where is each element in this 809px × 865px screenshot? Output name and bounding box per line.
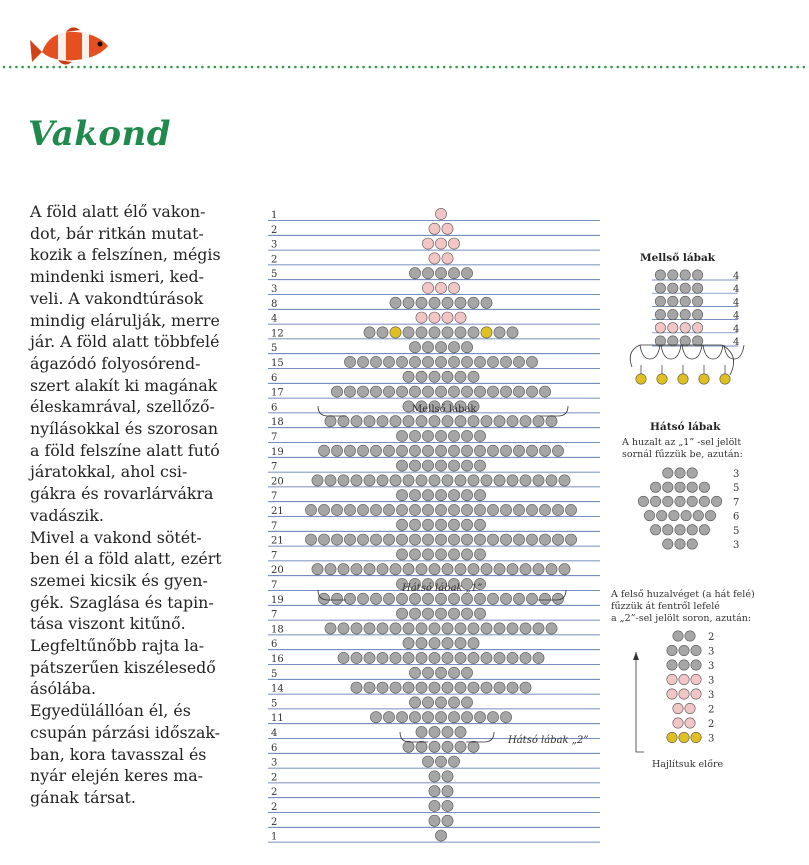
row-count-label: 1 <box>271 831 278 843</box>
text-line: szert alakít ki magának <box>30 375 218 395</box>
row-count-label: 6 <box>271 402 278 414</box>
bend-arrow <box>636 652 644 752</box>
bead <box>699 496 709 506</box>
bead <box>673 703 683 713</box>
row-count-label: 3 <box>271 284 278 295</box>
row-count-label: 15 <box>271 358 284 369</box>
text-line: nyílásokkal és szorosan <box>30 419 219 439</box>
bead <box>691 674 701 684</box>
row-count-label: 4 <box>733 284 740 296</box>
text-line: Egyedülállóan él, és <box>30 701 191 721</box>
row-count-label: 6 <box>271 742 278 754</box>
bead <box>663 496 673 506</box>
bead <box>687 539 697 549</box>
bead <box>679 732 689 742</box>
row-count-label: 8 <box>271 298 278 310</box>
bead <box>687 496 697 506</box>
bead <box>692 283 702 293</box>
bead <box>675 525 685 535</box>
row-count-label: 21 <box>271 506 284 517</box>
row-count-label: 3 <box>708 675 715 687</box>
row-count-label: 2 <box>271 787 278 799</box>
legend-row <box>667 645 715 657</box>
feet-note: A felső huzalvéget (a hát felé) <box>611 589 755 600</box>
bead <box>667 732 677 742</box>
row-count-label: 2 <box>271 224 278 236</box>
legend-row <box>650 525 739 537</box>
bead <box>691 660 701 670</box>
feet-note: a „2”-sel jelölt soron, azután: <box>611 613 752 624</box>
row-count-label: 7 <box>271 491 278 503</box>
row-count-label: 2 <box>708 632 715 643</box>
legend-row <box>644 510 739 522</box>
legend-row <box>673 631 715 643</box>
bead <box>687 482 697 492</box>
row-count-label: 2 <box>271 816 278 828</box>
bead <box>655 323 665 333</box>
claw-bead <box>657 374 667 384</box>
bead <box>675 468 685 478</box>
bead <box>705 510 715 520</box>
legend-row <box>652 309 739 321</box>
row-count-label: 2 <box>708 719 715 730</box>
bead <box>650 482 660 492</box>
bead <box>699 525 709 535</box>
front-legs-label: Mellső lábak <box>412 404 477 415</box>
legend-row <box>673 718 715 730</box>
row-count-label: 2 <box>708 704 715 716</box>
feet-note: fűzzük át fentről lefelé <box>611 601 720 612</box>
row-count-label: 3 <box>708 646 715 658</box>
leg-wire <box>661 345 681 359</box>
legend-row <box>673 703 715 715</box>
legend-row <box>667 674 715 686</box>
legend-row <box>652 296 739 308</box>
row-count-label: 7 <box>271 550 278 562</box>
bead <box>711 496 721 506</box>
bead <box>655 296 665 306</box>
back-legs-note: sornál fűzzük be, azután: <box>622 449 743 460</box>
bead <box>663 539 673 549</box>
bead <box>691 645 701 655</box>
bead <box>692 270 702 280</box>
row-count-label: 7 <box>271 580 278 591</box>
bead <box>667 645 677 655</box>
legend-row <box>652 323 739 335</box>
bead <box>680 270 690 280</box>
text-line: mindenki ismeri, ked- <box>30 267 204 287</box>
row-count-label: 21 <box>271 535 284 547</box>
claw-bead <box>678 374 688 384</box>
claw-bead <box>720 374 730 384</box>
text-line: a föld felszíne alatt futó <box>30 440 220 460</box>
bead <box>675 539 685 549</box>
text-line: gának társat. <box>30 787 136 807</box>
text-line: szemei kicsik és gyen- <box>30 570 208 590</box>
row-count-label: 3 <box>733 469 740 480</box>
row-count-label: 1 <box>271 210 278 221</box>
bead <box>681 510 691 520</box>
bead <box>663 525 673 535</box>
bead <box>680 309 690 319</box>
legend-row <box>650 482 739 494</box>
bead <box>693 510 703 520</box>
claw-bead <box>699 374 709 384</box>
claw-bead <box>636 374 646 384</box>
row-count-label: 7 <box>271 461 278 473</box>
text-line: tása viszont kitűnő. <box>30 614 186 634</box>
bead <box>663 468 673 478</box>
row-count-label: 17 <box>271 387 284 399</box>
row-count-label: 12 <box>271 328 284 340</box>
bead <box>679 645 689 655</box>
bead <box>679 660 689 670</box>
row-count-label: 14 <box>271 683 284 695</box>
legend-row <box>663 539 740 551</box>
text-line: mindig elárulják, merre <box>30 310 220 330</box>
bead <box>650 525 660 535</box>
bead <box>673 718 683 728</box>
bead <box>668 270 678 280</box>
bead <box>657 510 667 520</box>
row-count-label: 4 <box>271 728 278 739</box>
bead <box>655 270 665 280</box>
bead <box>669 510 679 520</box>
row-count-label: 6 <box>733 511 740 523</box>
row-count-label: 6 <box>271 639 278 651</box>
bead <box>663 482 673 492</box>
row-count-label: 7 <box>271 432 278 443</box>
row-count-label: 4 <box>733 297 740 309</box>
row-count-label: 4 <box>733 337 740 348</box>
back-legs-note: A huzalt az „1” -sel jelölt <box>622 437 742 448</box>
text-line: pátszerűen kiszélesedő <box>30 657 216 677</box>
front-legs-heading: Mellső lábak <box>640 252 716 264</box>
bead <box>691 689 701 699</box>
leg-wire <box>640 345 660 359</box>
bead <box>675 496 685 506</box>
text-line: ben él a föld alatt, ezért <box>30 549 222 569</box>
row-count-label: 6 <box>271 372 278 384</box>
bead <box>673 631 683 641</box>
bead <box>668 323 678 333</box>
row-count-label: 5 <box>271 343 278 355</box>
bead <box>692 309 702 319</box>
row-count-label: 16 <box>271 654 284 665</box>
row-count-label: 5 <box>271 668 278 680</box>
back-legs-2-label: Hátsó lábak „2” <box>508 735 589 746</box>
row-count-label: 2 <box>271 254 278 266</box>
text-line: csupán párzási időszak- <box>30 722 221 742</box>
row-count-label: 3 <box>733 540 740 551</box>
legend-row <box>667 660 715 672</box>
row-count-label: 7 <box>271 520 278 532</box>
bead <box>685 718 695 728</box>
row-count-label: 18 <box>271 624 284 636</box>
bead <box>691 732 701 742</box>
page-title: Vakond <box>28 114 172 154</box>
text-line: ásólába. <box>30 679 97 699</box>
legend-row <box>652 336 739 348</box>
text-line: ban, kora tavasszal és <box>30 744 207 764</box>
bead <box>687 468 697 478</box>
row-count-label: 7 <box>733 497 740 509</box>
row-count-label: 5 <box>271 269 278 281</box>
bead <box>685 631 695 641</box>
legend-row <box>652 270 739 282</box>
legend-row <box>663 468 740 480</box>
leg-wire <box>722 345 734 375</box>
bead <box>667 660 677 670</box>
feet-caption: Hajlítsuk előre <box>652 759 724 770</box>
row-count-label: 20 <box>271 476 284 488</box>
bead <box>679 689 689 699</box>
row-count-label: 20 <box>271 565 284 577</box>
row-count-label: 3 <box>708 690 715 701</box>
legend-row <box>667 732 715 744</box>
bead <box>685 703 695 713</box>
row-count-label: 7 <box>271 609 278 621</box>
bead <box>638 496 648 506</box>
row-count-label: 2 <box>271 772 278 784</box>
bend-arrow-head <box>633 652 639 660</box>
text-line: gákra és rovarlárvákra <box>30 484 214 504</box>
bead <box>680 323 690 333</box>
text-line: veli. A vakondtúrások <box>30 288 204 308</box>
bead <box>655 309 665 319</box>
row-count-label: 19 <box>271 594 284 606</box>
row-count-label: 19 <box>271 446 284 458</box>
text-line: dot, bár ritkán mutat- <box>30 223 204 243</box>
text-line: éleskamrával, szellőző- <box>30 397 215 417</box>
bead <box>680 283 690 293</box>
row-count-label: 4 <box>733 323 740 335</box>
row-count-label: 2 <box>271 802 278 813</box>
bead <box>667 689 677 699</box>
text-line: vadászik. <box>30 505 104 525</box>
text-line: Legfeltűnőbb rajta la- <box>30 636 205 656</box>
bead <box>687 525 697 535</box>
row-count-label: 4 <box>733 310 740 322</box>
bead <box>699 482 709 492</box>
text-line: ágazódó folyosórend- <box>30 353 201 373</box>
row-count-label: 3 <box>708 661 715 672</box>
row-count-label: 11 <box>271 713 284 725</box>
bead <box>668 309 678 319</box>
bead <box>650 496 660 506</box>
leg-wire <box>682 345 702 359</box>
row-count-label: 5 <box>271 698 278 710</box>
text-line: nyár elején keres ma- <box>30 766 203 786</box>
bead <box>644 510 654 520</box>
bead <box>692 323 702 333</box>
bead <box>680 296 690 306</box>
row-count-label: 4 <box>733 271 740 282</box>
bead <box>668 296 678 306</box>
back-legs-heading: Hátsó lábak <box>650 421 721 433</box>
text-line: jár. A föld alatt többfelé <box>30 332 220 352</box>
bead <box>675 482 685 492</box>
text-line: A föld alatt élő vakon- <box>30 202 206 221</box>
row-count-label: 3 <box>708 733 715 745</box>
legend-row <box>652 283 739 295</box>
row-count-label: 5 <box>733 525 740 537</box>
text-line: járatokkal, ahol csi- <box>30 462 188 482</box>
legend-row <box>638 496 739 508</box>
row-count-label: 3 <box>271 239 278 251</box>
bead <box>655 283 665 293</box>
text-line: kozik a felszínen, mégis <box>30 245 221 265</box>
bead <box>667 674 677 684</box>
row-count-label: 3 <box>271 757 278 769</box>
back-legs-1-label: Hátsó lábak „1” <box>402 583 483 594</box>
bead <box>679 674 689 684</box>
text-line: gék. Szaglása és tapin- <box>30 592 214 612</box>
row-count-label: 4 <box>271 313 278 325</box>
leg-wire <box>703 345 723 359</box>
bead <box>668 283 678 293</box>
row-count-label: 18 <box>271 417 284 429</box>
text-line: Mivel a vakond sötét- <box>30 527 202 547</box>
row-count-label: 5 <box>733 483 740 495</box>
legend-row <box>667 689 715 701</box>
bead <box>692 296 702 306</box>
